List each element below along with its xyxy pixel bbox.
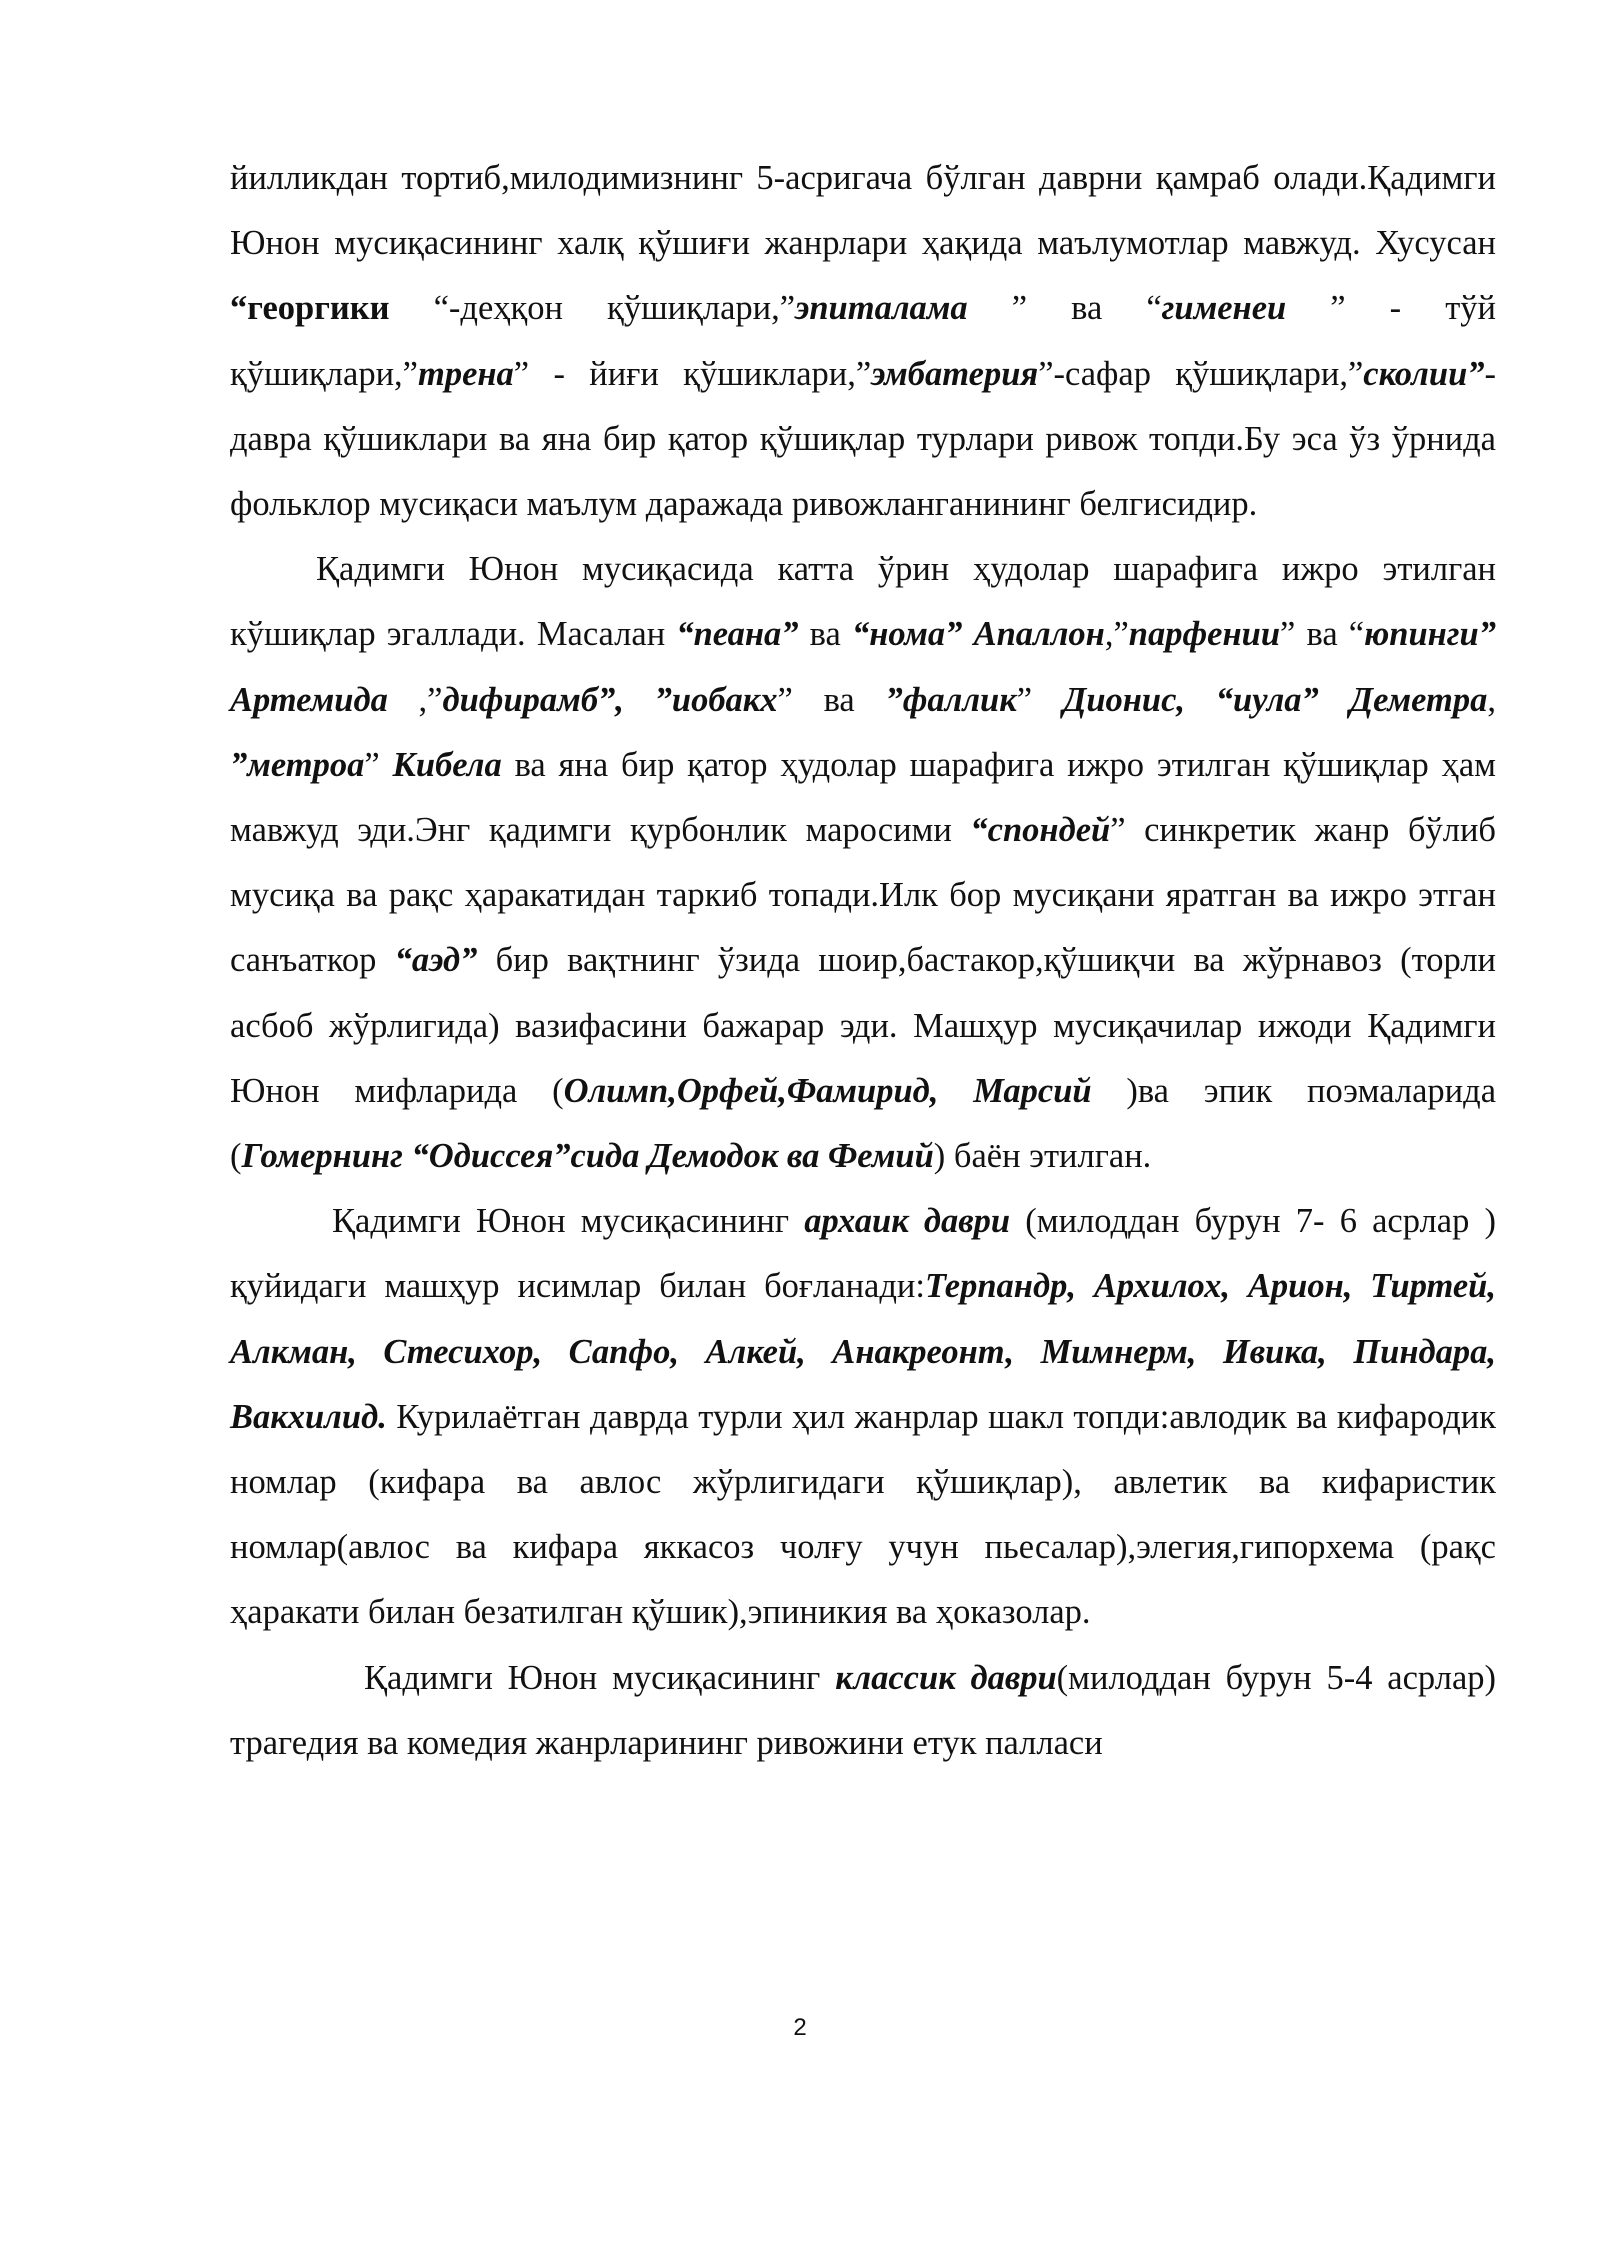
text-run: (милоддан бурун 5-4 асрлар) трагедия ва комедия жанрларининг ривожини етук палласи bbox=[230, 1658, 1496, 1762]
text-run: ,” bbox=[1104, 615, 1129, 654]
emphasis-run: Кибела bbox=[392, 745, 502, 784]
emphasis-run: “нома” Апаллон bbox=[851, 615, 1105, 654]
text-run: ” - йиғи қўшиклари,” bbox=[513, 354, 872, 393]
emphasis-run: парфении bbox=[1128, 615, 1281, 654]
text-run: , bbox=[1487, 680, 1496, 719]
text-run: Курилаётган даврда турли ҳил жанрлар шакл топди:авлодик ва кифародик номлар (кифара ва авлос жўрлигидаги қўшиқлар), авлетик ва кифаристик номлар(авлос ва кифара яккасоз чолғу учун пьесалар),элегия,гипорхема (рақс ҳаракати билан безатилган қўшик),эпиникия ва ҳоказолар. bbox=[230, 1397, 1496, 1632]
emphasis-run: эмбатерия bbox=[871, 354, 1039, 393]
emphasis-run: “пеана” bbox=[676, 615, 799, 654]
emphasis-run: классик даври bbox=[835, 1658, 1057, 1697]
emphasis-run: юпинги” Артемида bbox=[230, 615, 1496, 719]
text-run: Қадимги Юнон мусиқасининг bbox=[332, 1202, 805, 1241]
emphasis-run: Терпандр, Архилох, Арион, Тиртей, Алкман, Стесихор, Сапфо, Алкей, Анакреонт, Мимнерм, Ивика, Пиндара, Вакхилид. bbox=[230, 1267, 1496, 1436]
paragraph-4 bbox=[230, 1646, 1496, 1776]
emphasis-run: “георгики bbox=[230, 289, 390, 328]
text-run: ,” bbox=[387, 680, 443, 719]
text-run: ” синкретик жанр бўлиб мусиқа ва рақс ҳаракатидан таркиб топади.Илк бор мусиқани яратган ва ижро этган санъаткор bbox=[230, 811, 1496, 980]
body-text bbox=[230, 146, 1496, 1776]
text-run: ” bbox=[364, 745, 393, 784]
text-run: ”-сафар қўшиқлари,” bbox=[1038, 354, 1364, 393]
page-number: 2 bbox=[793, 2014, 807, 2041]
emphasis-run: дифирамб”, ”иобакх bbox=[442, 680, 778, 719]
text-run: ва bbox=[798, 615, 852, 654]
text-run: ” ва “ bbox=[967, 289, 1162, 328]
text-run: ” - тўй қўшиқлари,” bbox=[230, 289, 1497, 393]
text-run: бир вақтнинг ўзида шоир,бастакор,қўшиқчи ва жўрнавоз (торли асбоб жўрлигида) вазифасини бажарар эди. Машҳур мусиқачилар ижоди Қадимги Юнон мифларида ( bbox=[230, 941, 1496, 1110]
emphasis-run: архаик даври bbox=[804, 1202, 1011, 1241]
text-run: ва яна бир қатор ҳудолар шарафига ижро этилган қўшиқлар ҳам мавжуд эди.Энг қадимги қурбонлик маросими bbox=[230, 745, 1496, 850]
paragraph-2 bbox=[230, 537, 1496, 1189]
text-run: -давра қўшиклари ва яна бир қатор қўшиқлар турлари ривож топди.Бу эса ўз ўрнида фольклор мусиқаси маълум даражада ривожланганининг белгисидир. bbox=[230, 354, 1497, 524]
emphasis-run: “аэд” bbox=[394, 941, 478, 980]
text-run: ” ва “ bbox=[1280, 615, 1365, 654]
emphasis-run: сколии” bbox=[1363, 354, 1485, 393]
emphasis-run: ”метроа bbox=[230, 745, 365, 784]
emphasis-run: Дионис, “иула” Деметра bbox=[1062, 680, 1488, 719]
emphasis-run: эпиталама bbox=[795, 289, 968, 328]
emphasis-run: Гомернинг “Одиссея”сида Демодок ва Фемий bbox=[241, 1137, 934, 1176]
text-run: (милоддан бурун 7- 6 асрлар ) қуйидаги машҳур исимлар билан боғланади: bbox=[230, 1202, 1496, 1306]
emphasis-run: гименеи bbox=[1161, 289, 1287, 328]
text-run: )ва эпик поэмаларида ( bbox=[230, 1071, 1497, 1176]
text-run: йилликдан тортиб,милодимизнинг 5-асригача бўлган даврни қамраб олади.Қадимги Юнон мусиқасининг халқ қўшиғи жанрлари ҳақида маълумотлар мавжуд. Хусусан bbox=[230, 159, 1496, 263]
text-run: Қадимги Юнон мусиқасида катта ўрин ҳудолар шарафига ижро этилган кўшиқлар эгаллади. Масалан bbox=[230, 550, 1496, 654]
emphasis-run: трена bbox=[417, 354, 514, 393]
text-run: ) баён этилган. bbox=[933, 1137, 1152, 1176]
emphasis-run: “спондей bbox=[970, 811, 1111, 850]
text-run: Қадимги Юнон мусиқасининг bbox=[364, 1658, 836, 1697]
emphasis-run: ”фаллик bbox=[885, 680, 1017, 719]
paragraph-1 bbox=[230, 146, 1496, 537]
text-run: “-деҳқон қўшиқлари,” bbox=[389, 289, 796, 328]
paragraph-3 bbox=[230, 1189, 1496, 1645]
text-run: ” bbox=[1016, 680, 1063, 719]
emphasis-run: Олимп,Орфей,Фамирид, Марсий bbox=[563, 1071, 1092, 1110]
text-run: ” ва bbox=[777, 680, 886, 719]
